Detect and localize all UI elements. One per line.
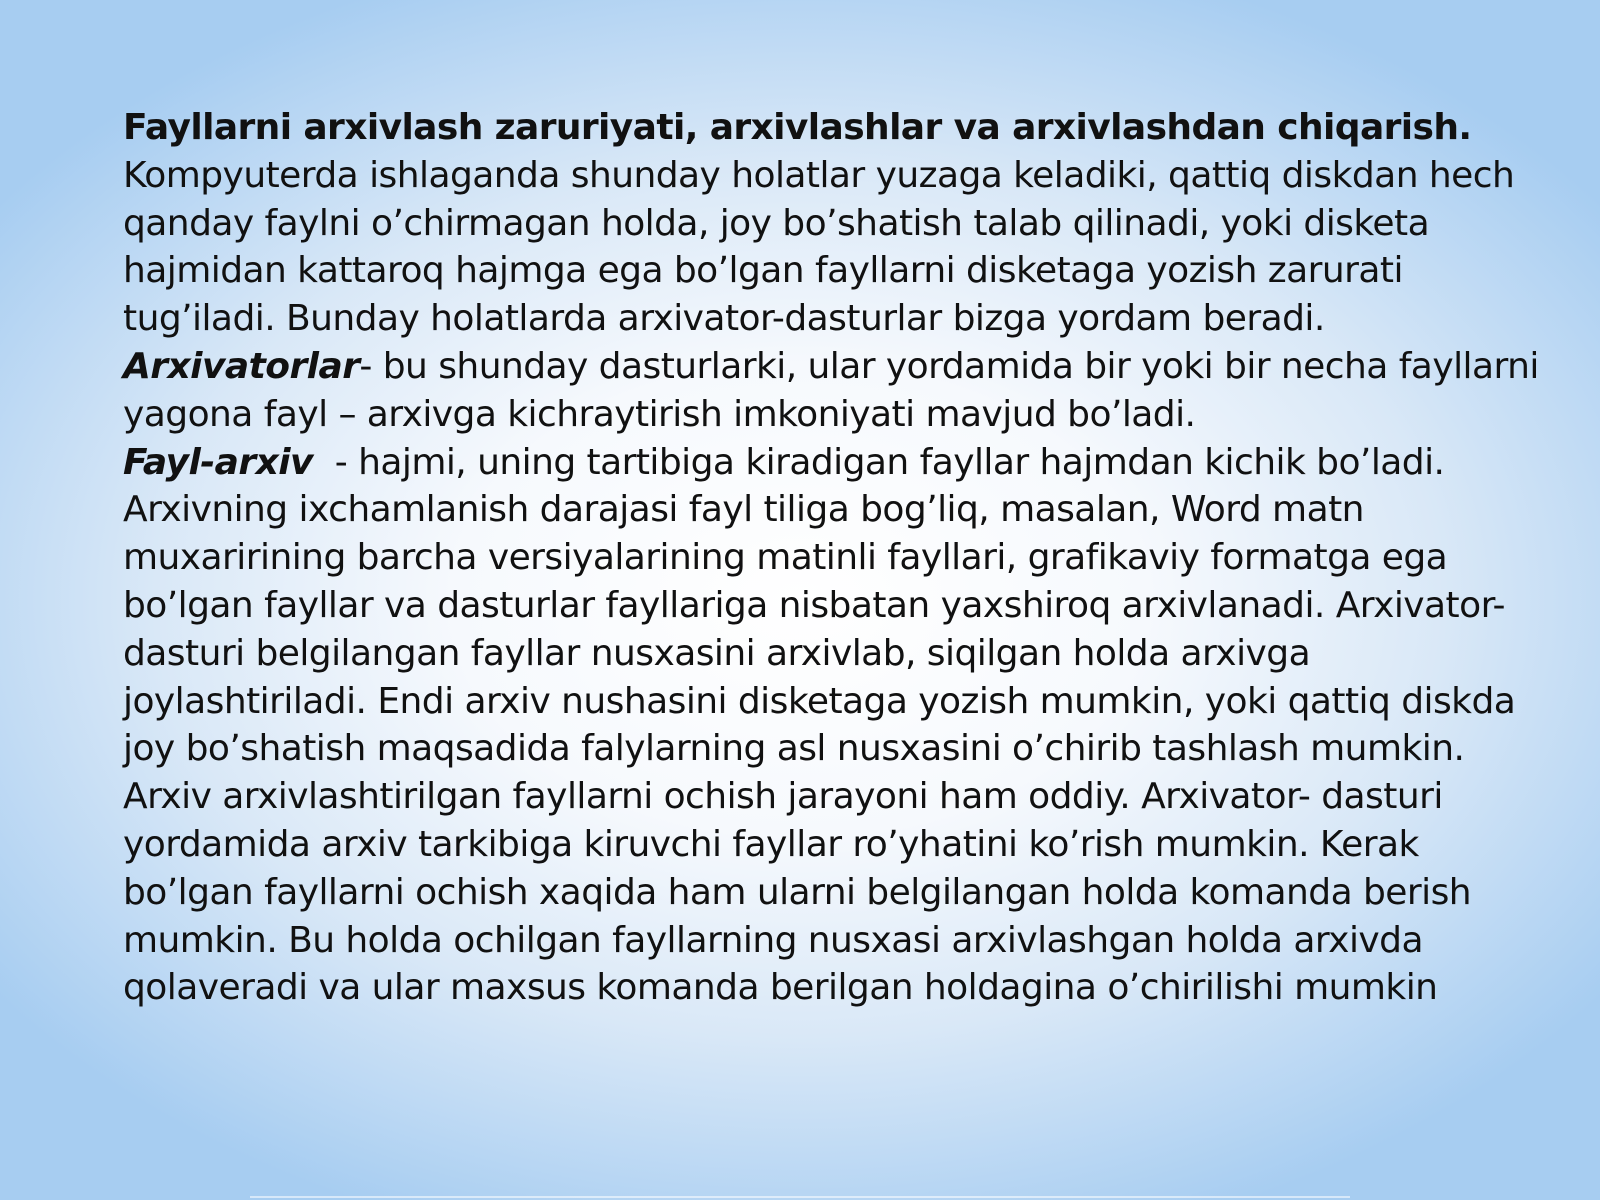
slide-text-body (123, 104, 1543, 1012)
slide-title-text: Fayllarni arxivlash zaruriyati, arxivlashlar va arxivlashdan chiqarish. (123, 107, 1472, 148)
definition-archivers (123, 343, 1543, 439)
term-file-archive: Fayl-arxiv (123, 441, 313, 483)
slide-title (123, 104, 1543, 152)
term-archivers: Arxivatorlar (123, 345, 360, 387)
definition-file-archive (123, 439, 1543, 1013)
intro-paragraph: Kompyuterda ishlaganda shunday holatlar yuzaga keladiki, qattiq diskdan hech qanday faylni o’chirmagan holda, joy bo’shatish talab qilinadi, yoki disketa hajmidan kattaroq hajmga ega bo’lgan fayllarni disketaga yozish zarurati tug’iladi. Bunday holatlarda arxivator-dasturlar bizga yordam beradi. (123, 154, 1515, 340)
definition-file-archive-text: - hajmi, uning tartibiga kiradigan fayllar hajmdan kichik bo’ladi. Arxivning ixchamlanish darajasi fayl tiliga bog’liq, masalan, Word matn muxaririning barcha versiyalarining matinli fayllari, grafikaviy formatga ega bo’lgan fayllar va dasturlar fayllariga nisbatan yaxshiroq arxivlanadi. Arxivator-dasturi belgilangan fayllar nusxasini arxivlab, siqilgan holda arxivga joylashtiriladi. Endi arxiv nushasini disketaga yozish mumkin, yoki qattiq diskda joy bo’shatish maqsadida falylarning asl nusxasini o’chirib tashlash mumkin. Arxiv arxivlashtirilgan fayllarni ochish jarayoni ham oddiy. Arxivator- dasturi yordamida arxiv tarkibiga kiruvchi fayllar ro’yhatini ko’rish mumkin. Kerak bo’lgan fayllarni ochish xaqida ham ularni belgilangan holda komanda berish mumkin. Bu holda ochilgan fayllarning nusxasi arxivlashgan holda arxivda qolaveradi va ular maxsus komanda berilgan holdagina o’chirilishi mumkin (123, 441, 1527, 1009)
bottom-divider (250, 1196, 1350, 1198)
definition-archivers-text: - bu shunday dasturlarki, ular yordamida bir yoki bir necha fayllarni yagona fayl – arxivga kichraytirish imkoniyati mavjud bo’ladi. (123, 345, 1539, 435)
